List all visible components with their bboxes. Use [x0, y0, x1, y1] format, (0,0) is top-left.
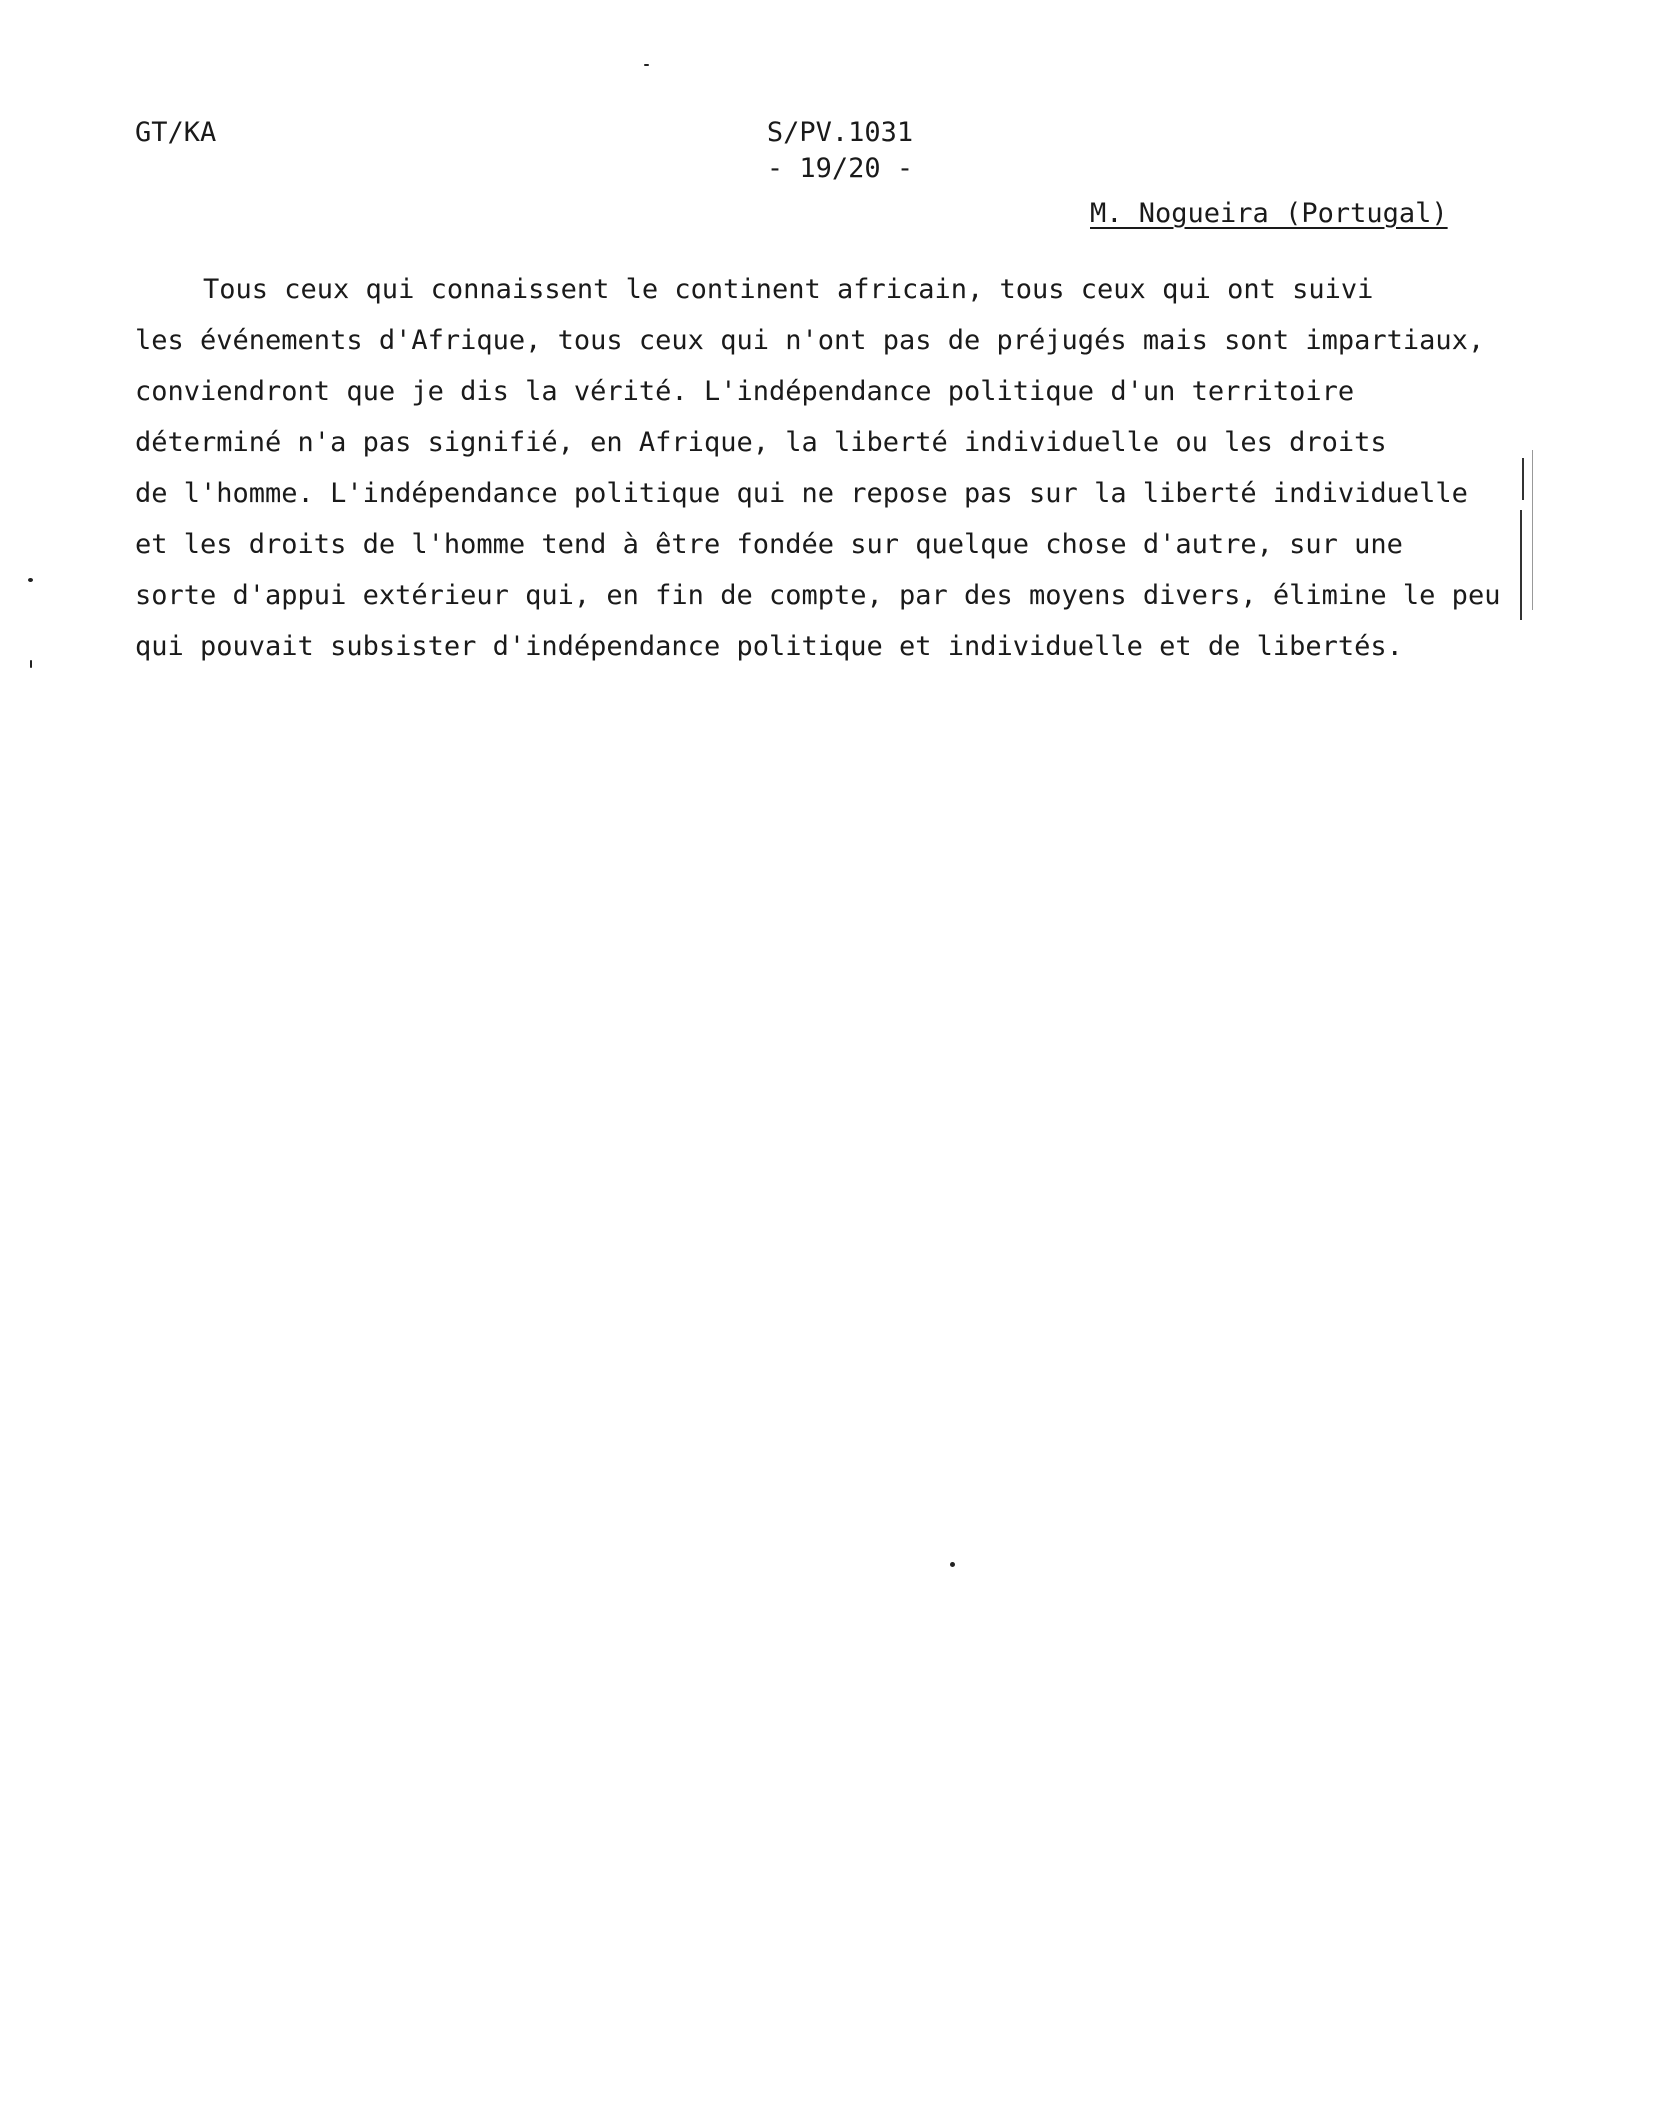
- paragraph-line: déterminé n'a pas signifié, en Afrique, la liberté individuelle ou les droits: [135, 427, 1387, 458]
- page-number: - 19/20 -: [766, 153, 914, 184]
- paragraph-line: de l'homme. L'indépendance politique qui ne repose pas sur la liberté individuelle: [135, 478, 1468, 509]
- document-symbol: S/PV.1031: [766, 117, 914, 148]
- paragraph-line: sorte d'appui extérieur qui, en fin de compte, par des moyens divers, élimine le peu: [135, 580, 1501, 611]
- speech-paragraph: [135, 264, 1535, 672]
- paragraph-line: et les droits de l'homme tend à être fondée sur quelque chose d'autre, sur une: [135, 529, 1403, 560]
- scan-speck: [30, 660, 32, 668]
- margin-change-bar: [1532, 450, 1533, 610]
- scan-speck: [950, 1562, 955, 1567]
- paragraph-line: Tous ceux qui connaissent le continent africain, tous ceux qui ont suivi: [203, 274, 1374, 305]
- reference-code: GT/KA: [135, 117, 217, 148]
- paragraph-line: les événements d'Afrique, tous ceux qui n'ont pas de préjugés mais sont impartiaux,: [135, 325, 1485, 356]
- paragraph-line: qui pouvait subsister d'indépendance politique et individuelle et de libertés.: [135, 631, 1403, 662]
- margin-change-bar: [1522, 458, 1524, 500]
- margin-change-bar: [1520, 510, 1522, 620]
- speaker-heading: M. Nogueira (Portugal): [1090, 198, 1448, 229]
- paragraph-line: conviendront que je dis la vérité. L'indépendance politique d'un territoire: [135, 376, 1355, 407]
- scan-speck: [28, 578, 33, 582]
- scan-speck: [644, 64, 649, 66]
